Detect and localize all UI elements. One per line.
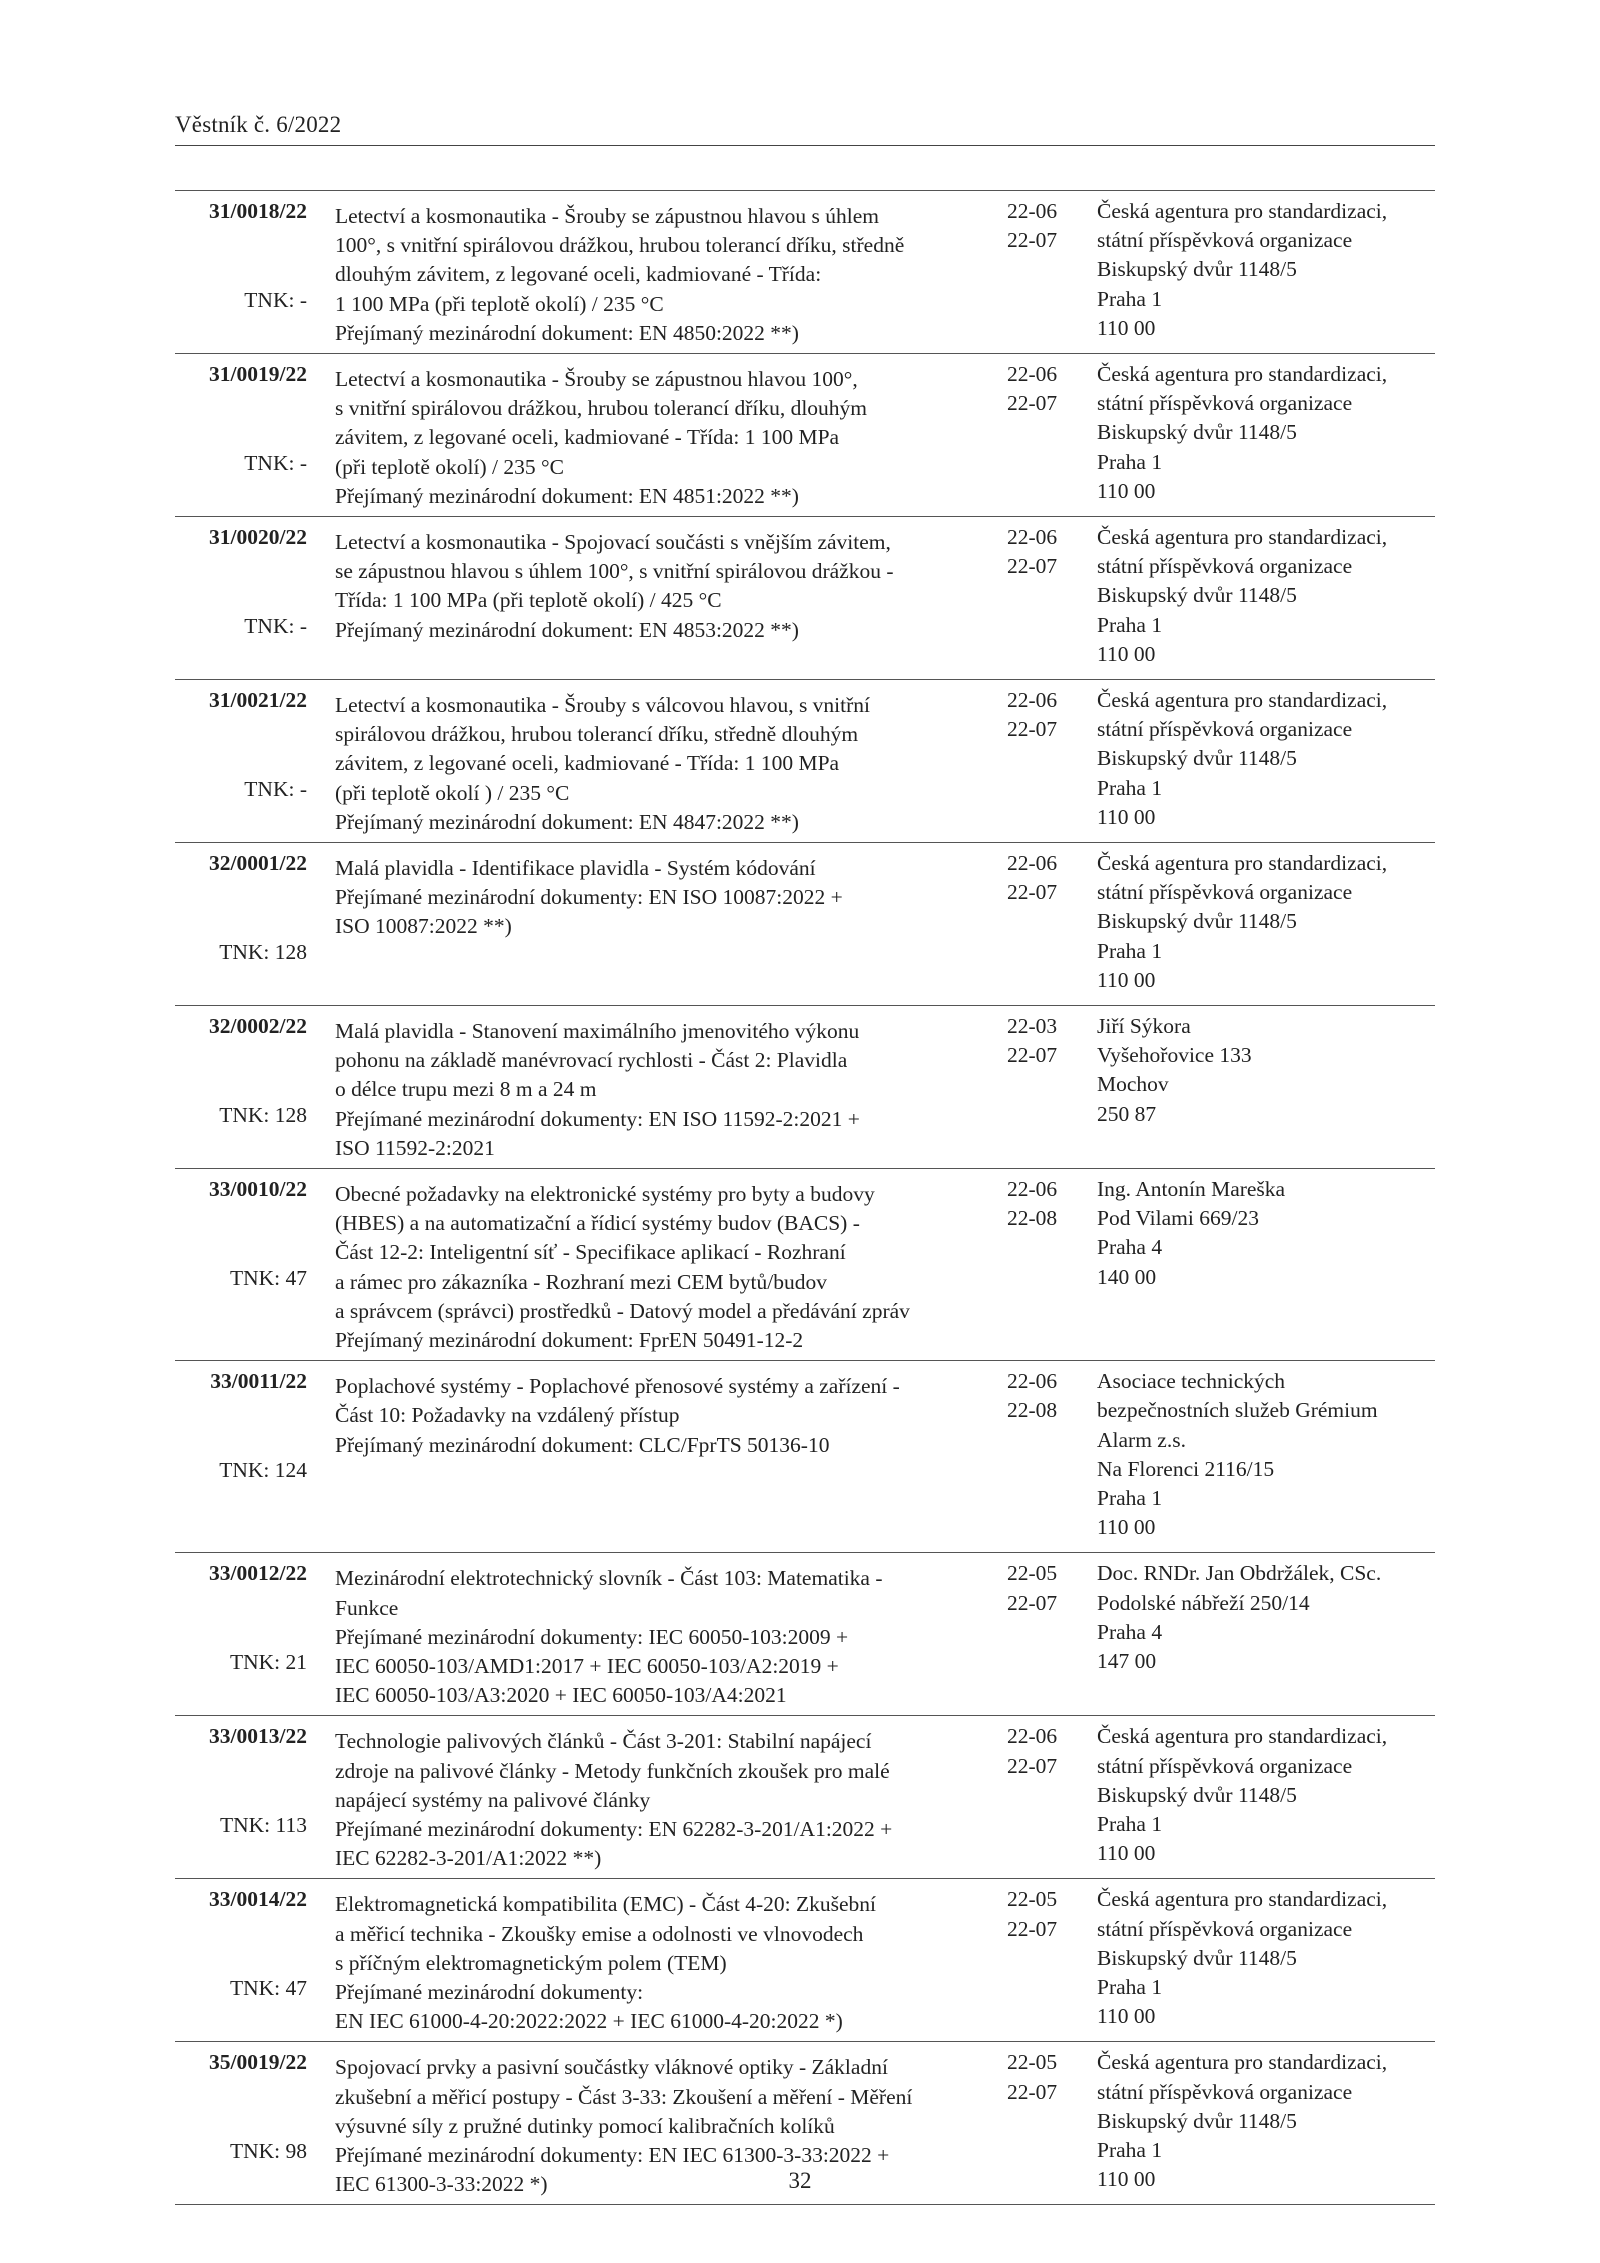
processor-address (1097, 1722, 1437, 1868)
standard-number: 32/0002/22 (209, 1014, 307, 1038)
standard-title (335, 854, 975, 942)
address-line: státní příspěvková organizace (1097, 2079, 1353, 2104)
title-line: (při teplotě okolí) / 235 °C (335, 454, 564, 479)
date-value: 22-03 (1007, 1014, 1058, 1038)
address-line: 147 00 (1097, 1648, 1157, 1673)
address-line: Biskupský dvůr 1148/5 (1097, 1945, 1297, 1970)
standard-title (335, 202, 975, 348)
date-value: 22-07 (1007, 554, 1058, 579)
title-line: Přejímané mezinárodní dokumenty: (335, 1979, 644, 2004)
title-line: Část 10: Požadavky na vzdálený přístup (335, 1403, 680, 1428)
address-line: Ing. Antonín Mareška (1097, 1177, 1286, 1201)
processor-address (1097, 360, 1437, 506)
tnk-label: TNK: 128 (219, 1103, 307, 1127)
title-line: Přejímaný mezinárodní dokument: EN 4847:2022 **) (335, 809, 799, 834)
address-line: Doc. RNDr. Jan Obdržálek, CSc. (1097, 1561, 1382, 1586)
address-line: Praha 4 (1097, 1619, 1163, 1644)
tnk-label: TNK: 128 (219, 940, 307, 964)
address-line: 110 00 (1097, 967, 1156, 992)
address-line: 110 00 (1097, 478, 1156, 503)
address-line: státní příspěvková organizace (1097, 554, 1353, 579)
table-row (175, 1005, 1435, 1168)
standard-number: 31/0021/22 (209, 688, 307, 712)
dates (1007, 197, 1077, 255)
dates (1007, 1012, 1077, 1070)
title-line: napájecí systémy na palivové články (335, 1787, 651, 1812)
title-line: 1 100 MPa (při teplotě okolí) / 235 °C (335, 291, 664, 316)
table-row (175, 1168, 1435, 1360)
address-line: státní příspěvková organizace (1097, 717, 1353, 742)
address-line: státní příspěvková organizace (1097, 391, 1353, 416)
address-line: Česká agentura pro standardizaci, (1097, 851, 1388, 875)
address-line: Česká agentura pro standardizaci, (1097, 199, 1388, 223)
date-value: 22-06 (1007, 362, 1058, 386)
title-line: a správcem (správci) prostředků - Datový model a předávání zpráv (335, 1298, 910, 1323)
date-value: 22-06 (1007, 199, 1058, 223)
dates (1007, 523, 1077, 581)
standards-table (175, 190, 1435, 2205)
date-value: 22-05 (1007, 1887, 1058, 1912)
title-line: IEC 60050-103/A3:2020 + IEC 60050-103/A4:2021 (335, 1683, 787, 1708)
table-row (175, 842, 1435, 1005)
standard-title (335, 365, 975, 511)
table-row (175, 516, 1435, 679)
standard-title (335, 1372, 975, 1460)
address-line: 110 00 (1097, 2167, 1156, 2192)
header-divider (175, 145, 1435, 146)
address-line: 110 00 (1097, 804, 1156, 829)
dates (1007, 849, 1077, 907)
title-line: Přejímaný mezinárodní dokument: EN 4853:2022 **) (335, 617, 799, 642)
address-line: Praha 1 (1097, 938, 1163, 963)
address-line: státní příspěvková organizace (1097, 1753, 1353, 1778)
title-line: Přejímaný mezinárodní dokument: FprEN 50491-12-2 (335, 1328, 804, 1353)
standard-number: 33/0011/22 (210, 1369, 307, 1394)
standard-number: 33/0010/22 (209, 1177, 307, 1201)
address-line: Praha 1 (1097, 286, 1163, 311)
standard-title (335, 528, 975, 645)
title-line: ISO 10087:2022 **) (335, 914, 512, 939)
address-line: Biskupský dvůr 1148/5 (1097, 583, 1297, 608)
standard-title (335, 691, 975, 837)
title-line: o délce trupu mezi 8 m a 24 m (335, 1077, 597, 1102)
table-row (175, 190, 1435, 353)
processor-address (1097, 1012, 1437, 1129)
processor-address (1097, 686, 1437, 832)
title-line: ISO 11592-2:2021 (335, 1135, 495, 1160)
address-line: Praha 1 (1097, 1974, 1163, 1999)
date-value: 22-07 (1007, 1916, 1058, 1941)
address-line: bezpečnostních služeb Grémium (1097, 1398, 1378, 1423)
title-line: Elektromagnetická kompatibilita (EMC) - Část 4-20: Zkušební (335, 1892, 876, 1917)
address-line: státní příspěvková organizace (1097, 228, 1353, 253)
tnk-label: TNK: 113 (220, 1813, 307, 1838)
title-line: Přejímané mezinárodní dokumenty: EN IEC 61300-3-33:2022 + (335, 2142, 890, 2167)
address-line: Praha 1 (1097, 1811, 1163, 1836)
address-line: 140 00 (1097, 1264, 1157, 1289)
tnk-label: TNK: 47 (229, 1976, 307, 2001)
date-value: 22-07 (1007, 1043, 1058, 1068)
dates (1007, 1722, 1077, 1780)
title-line: IEC 61300-3-33:2022 *) (335, 2172, 548, 2197)
title-line: (HBES) a na automatizační a řídicí systémy budov (BACS) - (335, 1211, 860, 1236)
date-value: 22-05 (1007, 2050, 1058, 2075)
address-line: Česká agentura pro standardizaci, (1097, 688, 1388, 712)
title-line: (při teplotě okolí ) / 235 °C (335, 780, 570, 805)
date-value: 22-06 (1007, 1369, 1058, 1394)
processor-address (1097, 197, 1437, 343)
dates (1007, 1885, 1077, 1943)
standard-number: 35/0019/22 (209, 2050, 307, 2075)
standard-title (335, 1180, 975, 1355)
table-row (175, 1360, 1435, 1552)
standard-number: 33/0014/22 (209, 1887, 307, 1912)
dates (1007, 686, 1077, 744)
title-line: zdroje na palivové články - Metody funkčních zkoušek pro malé (335, 1758, 890, 1783)
address-line: státní příspěvková organizace (1097, 880, 1353, 905)
date-value: 22-07 (1007, 1590, 1058, 1615)
standard-number: 33/0012/22 (209, 1561, 307, 1586)
tnk-label: TNK: - (244, 288, 307, 312)
processor-address (1097, 523, 1437, 669)
address-line: Jiří Sýkora (1097, 1014, 1191, 1038)
address-line: Česká agentura pro standardizaci, (1097, 362, 1388, 386)
address-line: Alarm z.s. (1097, 1427, 1186, 1452)
address-line: Biskupský dvůr 1148/5 (1097, 2108, 1297, 2133)
table-row (175, 1552, 1435, 1715)
standard-title (335, 1727, 975, 1873)
processor-address (1097, 849, 1437, 995)
table-row (175, 1878, 1435, 2041)
tnk-label: TNK: 98 (229, 2139, 307, 2164)
title-line: výsuvné síly z pružné dutinky pomocí kalibračních kolíků (335, 2113, 835, 2138)
address-line: Biskupský dvůr 1148/5 (1097, 746, 1297, 771)
address-line: Praha 1 (1097, 1486, 1163, 1510)
table-row (175, 1715, 1435, 1878)
date-value: 22-06 (1007, 525, 1058, 549)
table-row (175, 353, 1435, 516)
date-value: 22-05 (1007, 1561, 1058, 1586)
tnk-label: TNK: 47 (229, 1266, 307, 1290)
dates (1007, 1367, 1077, 1425)
date-value: 22-07 (1007, 228, 1058, 253)
address-line: Pod Vilami 669/23 (1097, 1206, 1259, 1231)
standard-title (335, 1017, 975, 1163)
title-line: dlouhým závitem, z legované oceli, kadmiované - Třída: (335, 262, 822, 287)
title-line: Přejímané mezinárodní dokumenty: EN 62282-3-201/A1:2022 + (335, 1816, 893, 1841)
tnk-label: TNK: - (244, 777, 307, 801)
title-line: Letectví a kosmonautika - Šrouby s válcovou hlavou, s vnitřní (335, 693, 871, 717)
title-line: zkušební a měřicí postupy - Část 3-33: Zkoušení a měření - Měření (335, 2084, 913, 2109)
address-line: 250 87 (1097, 1101, 1157, 1126)
dates (1007, 1559, 1077, 1617)
date-value: 22-06 (1007, 1724, 1058, 1749)
title-line: Obecné požadavky na elektronické systémy pro byty a budovy (335, 1182, 875, 1206)
standard-title (335, 1890, 975, 2036)
title-line: a rámec pro zákazníka - Rozhraní mezi CEM bytů/budov (335, 1269, 827, 1294)
page-header-title: Věstník č. 6/2022 (175, 112, 342, 137)
address-line: Česká agentura pro standardizaci, (1097, 525, 1388, 549)
title-line: Letectví a kosmonautika - Spojovací součásti s vnějším závitem, (335, 530, 891, 554)
address-line: 110 00 (1097, 1841, 1156, 1866)
dates (1007, 1175, 1077, 1233)
title-line: závitem, z legované oceli, kadmiované - Třída: 1 100 MPa (335, 425, 840, 450)
date-value: 22-08 (1007, 1206, 1058, 1231)
processor-address (1097, 1367, 1437, 1542)
title-line: Přejímané mezinárodní dokumenty: EN ISO 10087:2022 + (335, 885, 843, 910)
standard-number: 31/0018/22 (209, 199, 307, 223)
title-line: závitem, z legované oceli, kadmiované - Třída: 1 100 MPa (335, 751, 840, 776)
title-line: Přejímané mezinárodní dokumenty: IEC 60050-103:2009 + (335, 1624, 849, 1649)
address-line: 110 00 (1097, 315, 1156, 340)
address-line: 110 00 (1097, 641, 1156, 666)
date-value: 22-07 (1007, 391, 1058, 416)
title-line: Letectví a kosmonautika - Šrouby se zápustnou hlavou s úhlem (335, 204, 879, 228)
title-line: se zápustnou hlavou s úhlem 100°, s vnitřní spirálovou drážkou - (335, 559, 894, 584)
title-line: Letectví a kosmonautika - Šrouby se zápustnou hlavou 100°, (335, 367, 858, 391)
title-line: Část 12-2: Inteligentní síť - Specifikace aplikací - Rozhraní (335, 1240, 846, 1265)
title-line: Funkce (335, 1595, 399, 1620)
title-line: spirálovou drážkou, hrubou tolerancí dříku, středně dlouhým (335, 722, 859, 747)
date-value: 22-06 (1007, 851, 1058, 875)
page-number: 32 (788, 2168, 812, 2193)
title-line: Přejímaný mezinárodní dokument: CLC/FprTS 50136-10 (335, 1432, 830, 1457)
dates (1007, 2048, 1077, 2106)
table-row (175, 679, 1435, 842)
address-line: Biskupský dvůr 1148/5 (1097, 1782, 1297, 1807)
address-line: Praha 4 (1097, 1235, 1163, 1260)
date-value: 22-06 (1007, 688, 1058, 712)
address-line: Česká agentura pro standardizaci, (1097, 1887, 1388, 1912)
address-line: Česká agentura pro standardizaci, (1097, 2050, 1388, 2075)
processor-address (1097, 1559, 1437, 1676)
title-line: s příčným elektromagnetickým polem (TEM) (335, 1950, 727, 1975)
address-line: 110 00 (1097, 2004, 1156, 2029)
date-value: 22-07 (1007, 717, 1058, 742)
address-line: Praha 1 (1097, 612, 1163, 637)
standard-title (335, 1564, 975, 1710)
dates (1007, 360, 1077, 418)
standard-number: 33/0013/22 (209, 1724, 307, 1749)
address-line: Praha 1 (1097, 449, 1163, 474)
tnk-label: TNK: 21 (229, 1650, 307, 1675)
standard-number: 32/0001/22 (209, 851, 307, 875)
address-line: Vyšehořovice 133 (1097, 1043, 1252, 1068)
title-line: s vnitřní spirálovou drážkou, hrubou tolerancí dříku, dlouhým (335, 396, 868, 421)
date-value: 22-07 (1007, 1753, 1058, 1778)
processor-address (1097, 1885, 1437, 2031)
title-line: 100°, s vnitřní spirálovou drážkou, hrubou tolerancí dříku, středně (335, 233, 905, 258)
title-line: a měřicí technika - Zkoušky emise a odolnosti ve vlnovodech (335, 1921, 864, 1946)
address-line: Na Florenci 2116/15 (1097, 1456, 1275, 1481)
title-line: Třída: 1 100 MPa (při teplotě okolí) / 425 °C (335, 588, 722, 613)
title-line: Technologie palivových článků - Část 3-201: Stabilní napájecí (335, 1729, 872, 1754)
title-line: pohonu na základě manévrovací rychlosti - Část 2: Plavidla (335, 1048, 848, 1073)
title-line: Přejímaný mezinárodní dokument: EN 4851:2022 **) (335, 483, 799, 508)
address-line: Mochov (1097, 1072, 1169, 1097)
title-line: Malá plavidla - Stanovení maximálního jmenovitého výkonu (335, 1019, 860, 1043)
address-line: státní příspěvková organizace (1097, 1916, 1353, 1941)
title-line: Malá plavidla - Identifikace plavidla - Systém kódování (335, 856, 816, 880)
title-line: Poplachové systémy - Poplachové přenosové systémy a zařízení - (335, 1374, 900, 1399)
title-line: IEC 60050-103/AMD1:2017 + IEC 60050-103/A2:2019 + (335, 1653, 839, 1678)
address-line: Podolské nábřeží 250/14 (1097, 1590, 1310, 1615)
title-line: IEC 62282-3-201/A1:2022 **) (335, 1846, 602, 1871)
title-line: Přejímaný mezinárodní dokument: EN 4850:2022 **) (335, 320, 799, 345)
title-line: Mezinárodní elektrotechnický slovník - Část 103: Matematika - (335, 1566, 883, 1591)
processor-address (1097, 1175, 1437, 1292)
title-line: Přejímané mezinárodní dokumenty: EN ISO 11592-2:2021 + (335, 1106, 860, 1131)
standard-number: 31/0019/22 (209, 362, 307, 386)
tnk-label: TNK: 124 (219, 1458, 307, 1483)
title-line: Spojovací prvky a pasivní součástky vláknové optiky - Základní (335, 2055, 888, 2080)
address-line: Biskupský dvůr 1148/5 (1097, 257, 1297, 282)
address-line: 110 00 (1097, 1515, 1156, 1540)
address-line: Biskupský dvůr 1148/5 (1097, 420, 1297, 445)
address-line: Česká agentura pro standardizaci, (1097, 1724, 1388, 1749)
tnk-label: TNK: - (244, 451, 307, 475)
tnk-label: TNK: - (244, 614, 307, 638)
date-value: 22-06 (1007, 1177, 1058, 1201)
address-line: Praha 1 (1097, 2137, 1163, 2162)
date-value: 22-07 (1007, 880, 1058, 905)
date-value: 22-07 (1007, 2079, 1058, 2104)
standard-number: 31/0020/22 (209, 525, 307, 549)
date-value: 22-08 (1007, 1398, 1058, 1423)
title-line: EN IEC 61000-4-20:2022:2022 + IEC 61000-4-20:2022 *) (335, 2009, 843, 2034)
address-line: Biskupský dvůr 1148/5 (1097, 909, 1297, 934)
address-line: Asociace technických (1097, 1369, 1286, 1394)
address-line: Praha 1 (1097, 775, 1163, 800)
